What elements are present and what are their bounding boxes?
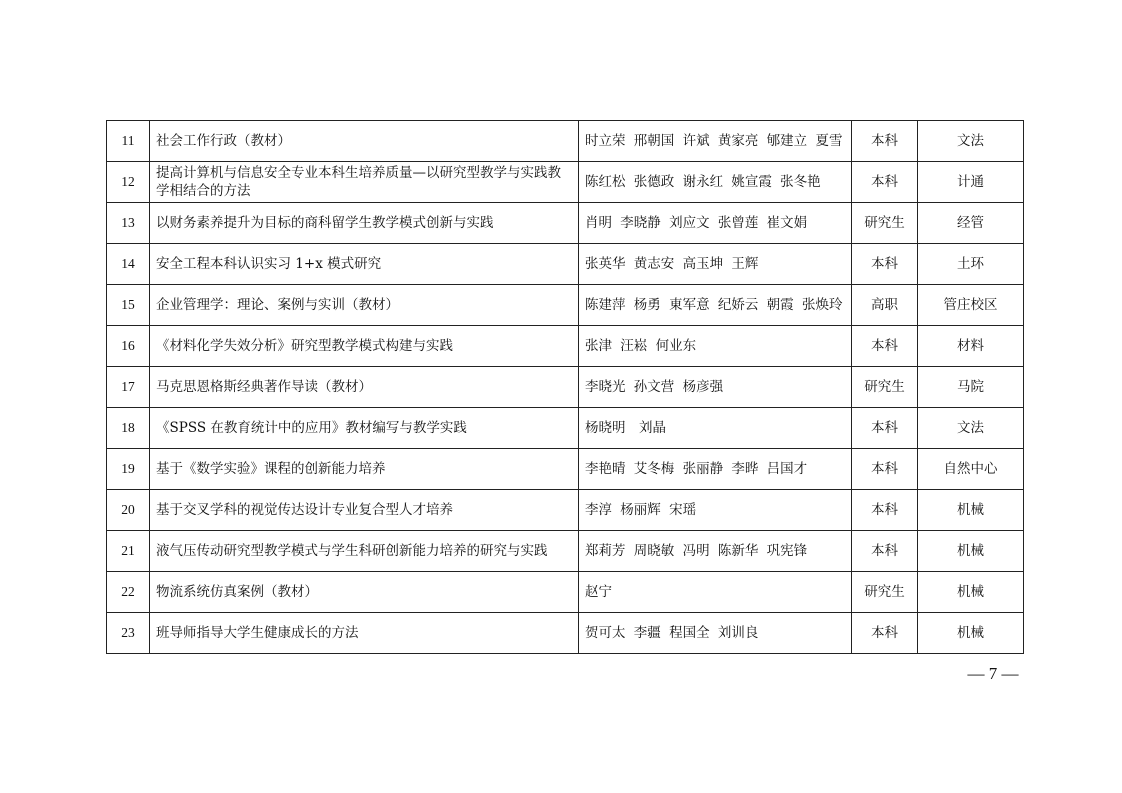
department: 土环 <box>918 244 1024 285</box>
team-members: 李淳 杨丽辉 宋瑶 <box>579 490 852 531</box>
row-number: 18 <box>107 408 150 449</box>
department: 机械 <box>918 531 1024 572</box>
team-members: 贺可太 李疆 程国全 刘训良 <box>579 613 852 654</box>
department: 计通 <box>918 162 1024 203</box>
team-members: 赵宁 <box>579 572 852 613</box>
department: 机械 <box>918 572 1024 613</box>
project-title: 社会工作行政（教材） <box>150 121 579 162</box>
education-level: 本科 <box>852 490 918 531</box>
row-number: 12 <box>107 162 150 203</box>
project-title: 《SPSS 在教育统计中的应用》教材编写与教学实践 <box>150 408 579 449</box>
row-number: 16 <box>107 326 150 367</box>
education-level: 研究生 <box>852 203 918 244</box>
education-level: 本科 <box>852 244 918 285</box>
row-number: 17 <box>107 367 150 408</box>
table-row <box>107 367 1024 408</box>
project-title: 安全工程本科认识实习 1+x 模式研究 <box>150 244 579 285</box>
table-row <box>107 408 1024 449</box>
project-title: 马克思恩格斯经典著作导读（教材） <box>150 367 579 408</box>
table-row <box>107 162 1024 203</box>
team-members: 李晓光 孙文营 杨彦强 <box>579 367 852 408</box>
education-level: 研究生 <box>852 572 918 613</box>
table-row <box>107 613 1024 654</box>
project-title: 以财务素养提升为目标的商科留学生教学模式创新与实践 <box>150 203 579 244</box>
row-number: 22 <box>107 572 150 613</box>
table-row <box>107 285 1024 326</box>
team-members: 李艳晴 艾冬梅 张丽静 李晔 吕国才 <box>579 449 852 490</box>
project-title: 基于交叉学科的视觉传达设计专业复合型人才培养 <box>150 490 579 531</box>
table-row <box>107 572 1024 613</box>
team-members: 时立荣 邢朝国 许斌 黄家亮 郇建立 夏雪 <box>579 121 852 162</box>
education-level: 高职 <box>852 285 918 326</box>
team-members: 肖明 李晓静 刘应文 张曾莲 崔文娟 <box>579 203 852 244</box>
project-title: 《材料化学失效分析》研究型教学模式构建与实践 <box>150 326 579 367</box>
team-members: 张津 汪崧 何业东 <box>579 326 852 367</box>
department: 文法 <box>918 408 1024 449</box>
row-number: 15 <box>107 285 150 326</box>
table-row <box>107 531 1024 572</box>
project-title: 班导师指导大学生健康成长的方法 <box>150 613 579 654</box>
project-title: 液气压传动研究型教学模式与学生科研创新能力培养的研究与实践 <box>150 531 579 572</box>
team-members: 郑莉芳 周晓敏 冯明 陈新华 巩宪锋 <box>579 531 852 572</box>
table-body <box>107 121 1024 654</box>
table-row <box>107 244 1024 285</box>
project-title: 基于《数学实验》课程的创新能力培养 <box>150 449 579 490</box>
table-row <box>107 326 1024 367</box>
table-row <box>107 121 1024 162</box>
education-level: 本科 <box>852 449 918 490</box>
table-row <box>107 490 1024 531</box>
department: 机械 <box>918 613 1024 654</box>
team-members: 杨晓明 刘晶 <box>579 408 852 449</box>
row-number: 20 <box>107 490 150 531</box>
team-members: 陈红松 张德政 谢永红 姚宣霞 张冬艳 <box>579 162 852 203</box>
page-number: — 7 — <box>967 664 1019 683</box>
awards-table <box>106 120 1024 654</box>
department: 自然中心 <box>918 449 1024 490</box>
row-number: 23 <box>107 613 150 654</box>
row-number: 13 <box>107 203 150 244</box>
project-title: 物流系统仿真案例（教材） <box>150 572 579 613</box>
row-number: 19 <box>107 449 150 490</box>
education-level: 本科 <box>852 613 918 654</box>
project-title: 提高计算机与信息安全专业本科生培养质量—以研究型教学与实践教学相结合的方法 <box>150 162 579 203</box>
education-level: 本科 <box>852 121 918 162</box>
department: 机械 <box>918 490 1024 531</box>
education-level: 本科 <box>852 408 918 449</box>
row-number: 11 <box>107 121 150 162</box>
department: 材料 <box>918 326 1024 367</box>
education-level: 本科 <box>852 531 918 572</box>
department: 经管 <box>918 203 1024 244</box>
team-members: 张英华 黄志安 高玉坤 王辉 <box>579 244 852 285</box>
row-number: 21 <box>107 531 150 572</box>
department: 马院 <box>918 367 1024 408</box>
education-level: 本科 <box>852 326 918 367</box>
table-row <box>107 449 1024 490</box>
education-level: 本科 <box>852 162 918 203</box>
department: 文法 <box>918 121 1024 162</box>
row-number: 14 <box>107 244 150 285</box>
project-title: 企业管理学：理论、案例与实训（教材） <box>150 285 579 326</box>
table-row <box>107 203 1024 244</box>
team-members: 陈建萍 杨勇 東军意 纪娇云 朝霞 张焕玲 <box>579 285 852 326</box>
education-level: 研究生 <box>852 367 918 408</box>
department: 管庄校区 <box>918 285 1024 326</box>
